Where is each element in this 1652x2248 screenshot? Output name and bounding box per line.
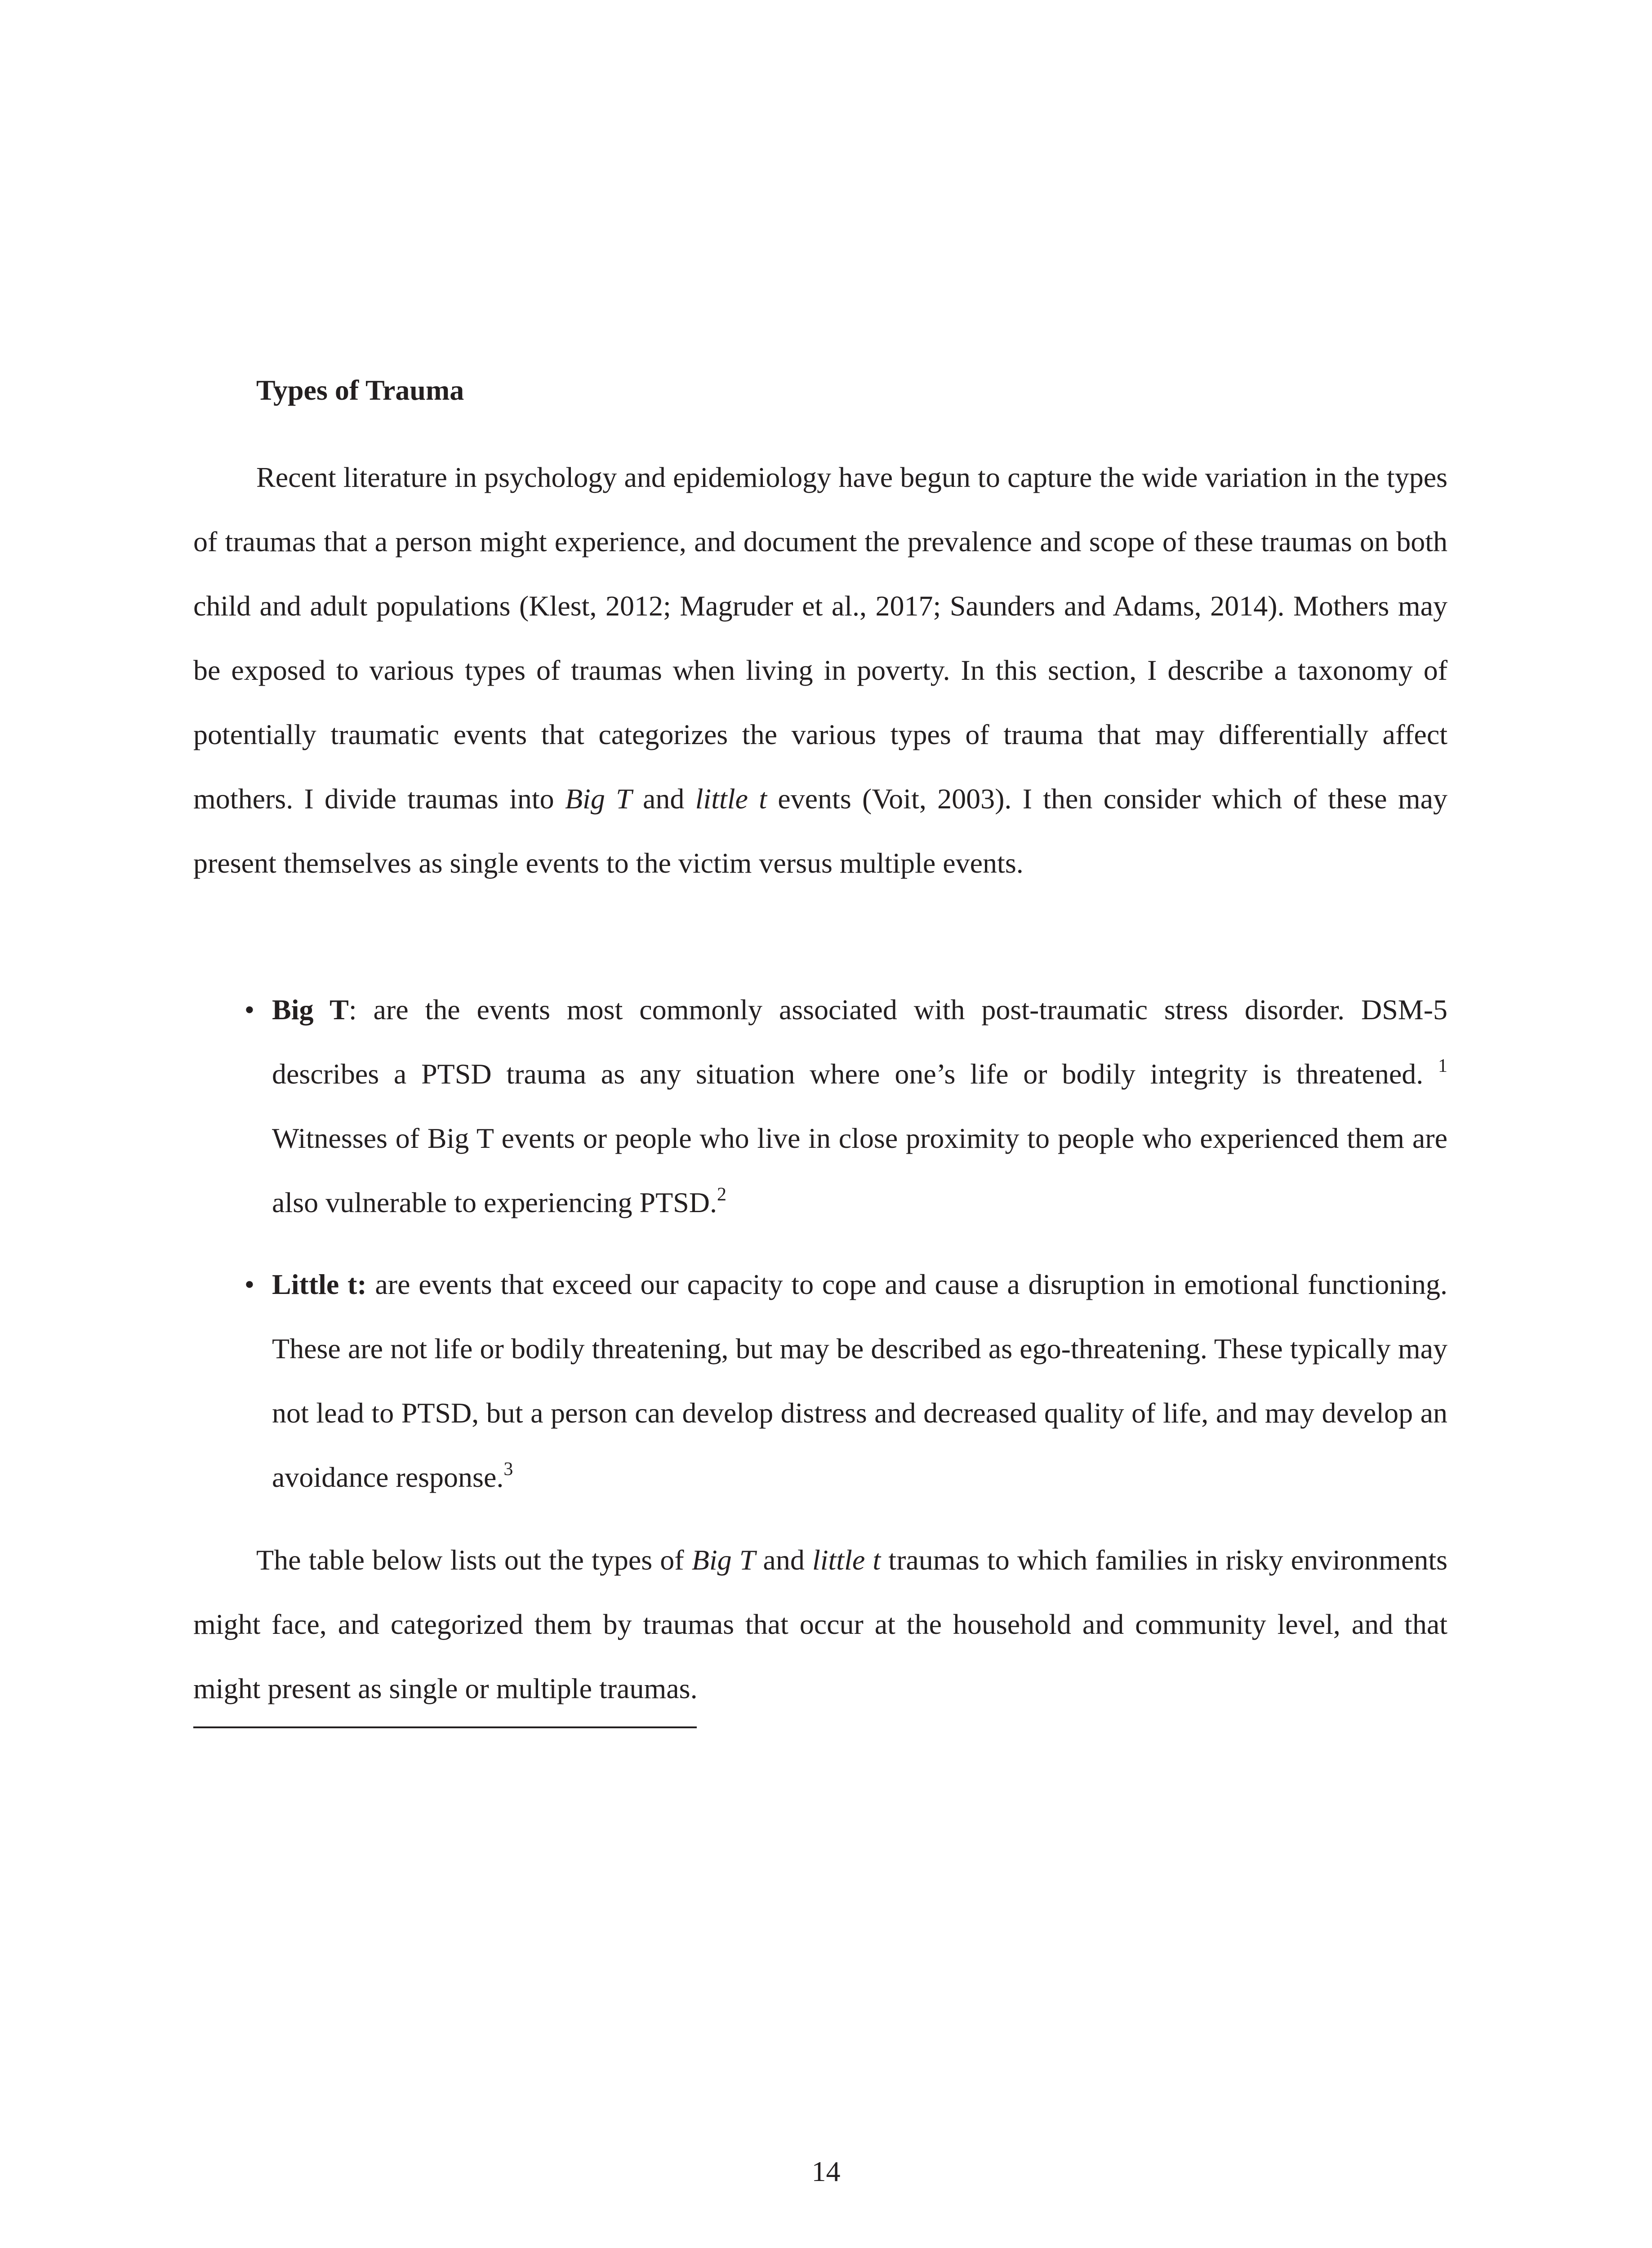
bullet-text: : are the events most commonly associated with post-traumatic stress disorder. DSM-5 describes a PTSD trauma as any situation where one’s life or bodily integrity is threatened. — [272, 994, 1447, 1090]
bullet-dot: • — [244, 994, 255, 1026]
bullet-dot: • — [244, 1268, 255, 1300]
bullet-text-continued: Witnesses of Big T events or people who live in close proximity to people who experienced them are also vulnerable to experiencing PTSD. — [272, 1122, 1447, 1218]
bullet-big-t — [244, 977, 1447, 1235]
page-number: 14 — [811, 2155, 841, 2187]
little-t-term: little t — [695, 783, 767, 815]
intro-text-part-c: events (Voit, 2003). I then consider which of these may present themselves as single events to the victim versus multiple events. — [193, 783, 1448, 879]
big-t-term: Big T — [565, 783, 632, 815]
table-intro-paragraph — [193, 1528, 1447, 1721]
intro-text-part-b: and — [632, 783, 695, 815]
bullet-little-t — [244, 1252, 1447, 1509]
footnote-separator — [193, 1726, 697, 1728]
table-intro-part-b: and — [755, 1544, 812, 1576]
footnote-marker: 1 — [1438, 1056, 1447, 1076]
footnote-marker: 3 — [503, 1459, 513, 1480]
table-intro-part-a: The table below lists out the types of — [256, 1544, 692, 1576]
footnote-marker: 2 — [717, 1184, 726, 1205]
intro-paragraph — [193, 445, 1447, 895]
section-heading: Types of Trauma — [256, 374, 464, 406]
big-t-term: Big T — [691, 1544, 756, 1576]
little-t-term: little t — [812, 1544, 881, 1576]
bullet-text: are events that exceed our capacity to cope and cause a disruption in emotional functioning. These are not life or bodily threatening, but may be described as ego-threatening. These typically may not lead to PTSD, but a person can develop distress and decreased quality of life, and may develop an avoidance response. — [272, 1268, 1447, 1493]
bullet-term: Little t: — [272, 1268, 367, 1300]
bullet-term: Big T — [272, 994, 349, 1026]
table-intro-part-c: traumas to which families in risky environments might face, and categorized them by traumas that occur at the household and community level, and that might present as single or multiple traumas. — [193, 1544, 1448, 1704]
intro-text-part-a: Recent literature in psychology and epidemiology have begun to capture the wide variation in the types of traumas that a person might experience, and document the prevalence and scope of these traumas on both child and adult populations (Klest, 2012; Magruder et al., 2017; Saunders and Adams, 2014). Mothers may be exposed to various types of traumas when living in poverty. In this section, I describe a taxonomy of potentially traumatic events that categorizes the various types of trauma that may differentially affect mothers. I divide traumas into — [193, 461, 1447, 815]
